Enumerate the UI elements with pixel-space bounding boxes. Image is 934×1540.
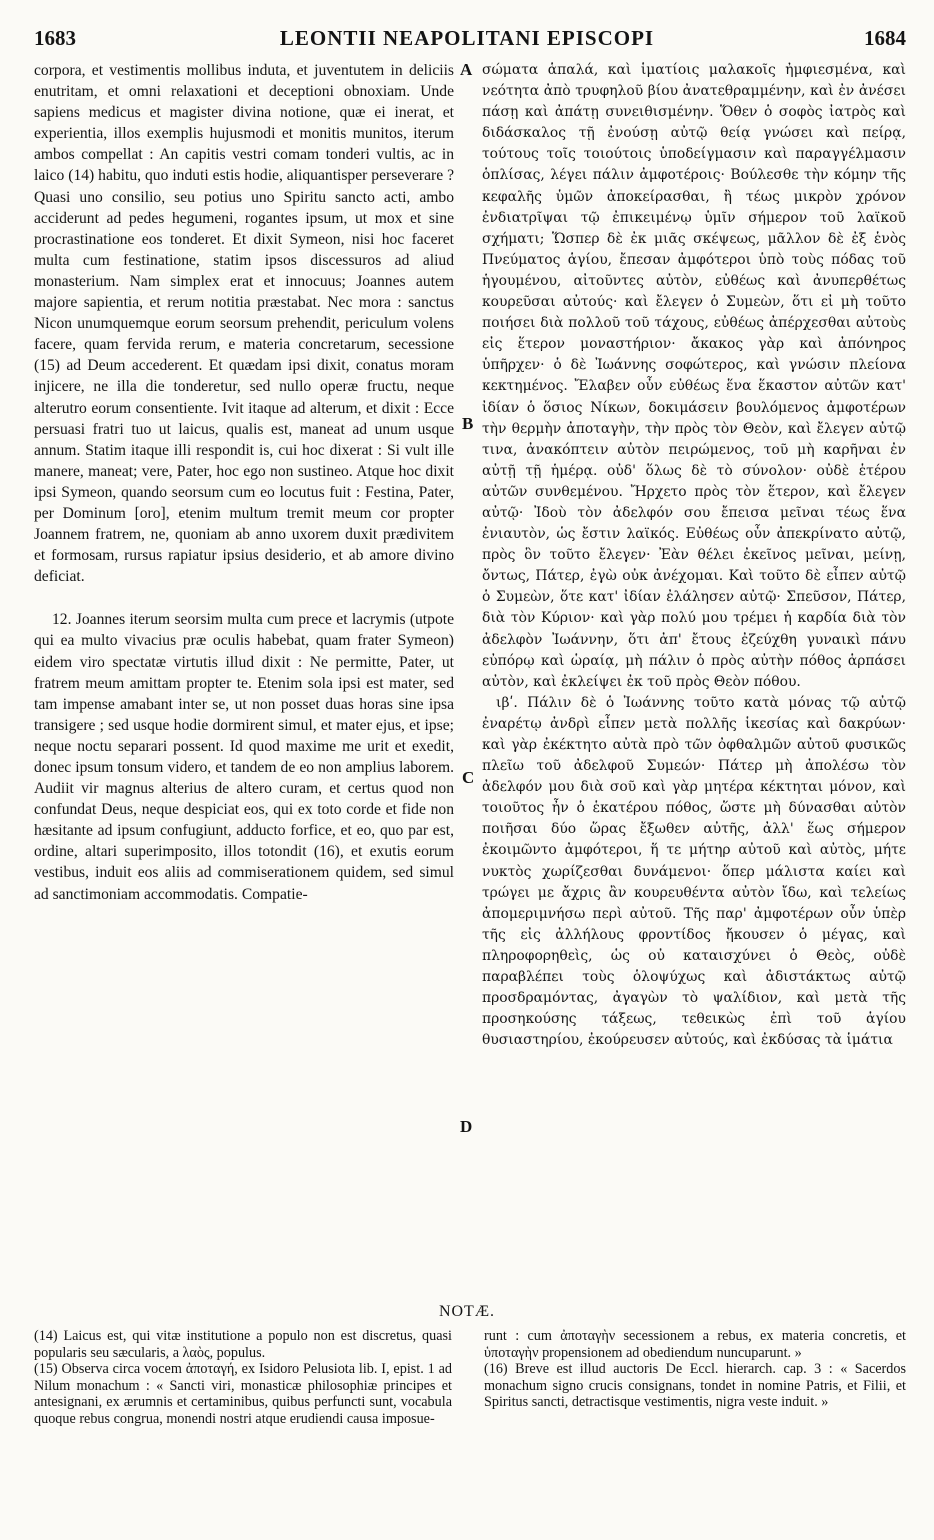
margin-marker-c: C — [462, 768, 475, 787]
margin-marker-a: A — [460, 60, 473, 79]
greek-column — [482, 60, 906, 1051]
margin-marker-d: D — [460, 1117, 473, 1136]
notes-left-text: (14) Laicus est, qui vitæ institutione a populo non est discretus, quasi popularis seu sæcularis, a λαὸς, populus. (15) Observa circa vocem ἀποταγή, ex Isidoro Pelusiota lib. I, epist. 1 ad Nilum monachum : « Sancti viri, monasticæ philosophiæ principes et antesignani, ex ærumnis et certaminibus, quibus perfuncti sunt, vocabula quoque rebus congrua, monendi nostri atque erudiendi causa imposue- — [34, 1328, 452, 1427]
notes-left-column — [34, 1328, 452, 1428]
latin-column — [34, 60, 454, 905]
notes-right-text: runt : cum ἀποταγὴν secessionem a rebus, ex materia concretis, et ὑποταγὴν propensionem ad obediendum nuncuparunt. » (16) Breve est illud auctoris De Eccl. hierarch. cap. 3 : « Sacerdos monachum signo crucis consignans, tondet in nomine Patris, et Filii, et Spiritus sancti, detractisque vestimentis, nigra veste induit. » — [484, 1328, 906, 1411]
greek-paragraph-1: σώματα ἁπαλά, καὶ ἱματίοις μαλακοῖς ἠμφιεσμένα, καὶ νεότητα ἀπὸ τρυφηλοῦ βίου ἀνατεθραμμένην, καὶ ἐν ἀνέσει πάσῃ καὶ ἀπάτῃ συνειθισμένην. Ὅθεν ὁ σοφὸς ἰατρὸς καὶ διδάσκαλος τῇ ἐνούσῃ αὐτῷ θείᾳ γνώσει καὶ πείρᾳ, τούτους τοῖς τοιούτοις ὑποδείγμασιν καὶ παραγγέλμασιν ὁπλίσας, λέγει πάλιν ἀμφοτέροις· Βούλεσθε τὴν κόμην τῆς κεφαλῆς ὑμῶν ἀποκείρασθαι, ἢ τέως μικρὸν χρόνον ἐνδιατρῖψαι τῷ ἐπικειμένῳ ὑμῖν σήμερον τοῦ λαϊκοῦ σχήματι; Ὥσπερ δὲ ἐκ μιᾶς σκέψεως, μᾶλλον δὲ ἐξ ἑνὸς Πνεύματος ἁγίου, ἔπεσαν ἀμφότεροι ὑπὸ τοὺς πόδας τοῦ ἡγουμένου, αἰτοῦντες αὐτὸν, εὐθέως καὶ ἀνυπερθέτως κουρεῦσαι αὐτούς· καὶ ἔλεγεν ὁ Συμεὼν, ὅτι εἰ μὴ τοῦτο ποιήσει διὰ πολλοῦ τοῦ τάχους, εὐθέως ἀπέρχεσθαι αὐτοὺς εἰς ἕτερον μοναστήριον· ἄκακος γὰρ καὶ ἀπόνηρος ὑπῆρχεν· ὁ δὲ Ἰωάννης σοφώτερος, καὶ γνώσιν πλείονα κεκτημένος. Ἔλαβεν οὖν εὐθέως ἕνα ἕκαστον αὐτῶν κατ' ἰδίαν ὁ ὅσιος Νίκων, δοκιμάσειν βουλόμενος ἀμφοτέρων τὴν θερμὴν ἀποταγὴν, τὴν πρὸς τὸν Θεὸν, καὶ ἔλεγεν αὐτῷ τινα, ἀνακόπτειν αὐτὸν πειρώμενος, τοῦ μὴ καρῆναι ἐν αὐτῇ τῇ ἡμέρᾳ. οὐδ' ὅλως δὲ τὸ σύνολον· οὐδὲ ἑτέρου αὐτῶν συνθεμένου. Ἤρχετο πρὸς τὸν ἕτερον, καὶ ἔλεγεν αὐτῷ· Ἰδοὺ τὸν ἀδελφόν σου ἔπεισα μεῖναι τέως ἕνα ἐνιαυτὸν, ὡς ἔστιν λαϊκός. Εὐθέως οὖν ἀπεκρίνατο αὐτῷ, πρὸς ὃν τοῦτο ἔλεγεν· Ἐὰν θέλει ἐκεῖνος μεῖναι, μείνῃ, ὄντως, Πάτερ, ἐγὼ οὐκ ἀνέχομαι. Καὶ τοῦτο δὲ εἶπεν αὐτῷ ὁ Συμεὼν, ὅτε κατ' ἰδίαν ἐλάλησεν αὐτῷ· Σπεῦσον, Πάτερ, διὰ τὸν Κύριον· καὶ γὰρ πολύ μου τρέμει ἡ καρδία διὰ τὸν ἀδελφὸν Ἰωάννην, ὅτι ἀπ' ἔτους ἐζεύχθη γυναικὶ πάνυ εὐπόρῳ καὶ ὡραίᾳ, μὴ πάλιν ὁ πρὸς αὐτὴν πόθος ἁρπάσει αὐτὸν, καὶ ἐκλείψει ἐκ τοῦ πρὸς Θεὸν πόθου. — [482, 62, 906, 690]
greek-paragraph-2: ιβʹ. Πάλιν δὲ ὁ Ἰωάννης τοῦτο κατὰ μόνας τῷ αὐτῷ ἐναρέτῳ ἀνδρὶ εἶπεν μετὰ πολλῆς ἱκεσίας καὶ δακρύων· καὶ γὰρ ἐκέκτητο αὐτὰ πρὸ τῶν ὀφθαλμῶν αὐτοῦ φυσικῶς πλεῖω τοῦ ἀδελφοῦ Συμεών· Πάτερ μὴ ἀπολέσω τὸν ἀδελφόν μου διὰ σοῦ καὶ γὰρ μητέρα κέκτηται μόνον, καὶ τοιοῦτος ἦν ὁ ἑκατέρου πόθος, ὥστε μὴ δύνασθαι αὐτὸν ποιῆσαι δύο ὥρας ἔξωθεν αὐτῆς, ἀλλ' ἕως σήμερον ἐκοιμῶντο ἀμφότεροι, ἥ τε μήτηρ αὐτοῦ καὶ αὐτὸς, μήτε νυκτὸς χωρίζεσθαι δυνάμενοι· ὅπερ μάλιστα καίει καὶ τρώγει με ἄχρις ἂν κουρευθέντα αὐτὸν ἴδω, καὶ τελείως ἀπομεριμνήσω περὶ αὐτοῦ. Τῆς παρ' ἀμφοτέρων οὖν ὑπὲρ τῆς εἰς ἀλλήλους φροντίδος ἤκουσεν ὁ μέγας, καὶ πληροφορηθεὶς, ὡς οὐ καταισχύνει ὁ Θεὸς, οὐδὲ παραβλέπει τοὺς ὁλοψύχως καὶ ἀδιστάκτως αὐτῷ προσδραμόντας, ἀγαγὼν τὸ ψαλίδιον, καὶ μετὰ τῆς προσηκούσης τάξεως, τεθεικὼς ἐπὶ τοῦ ἁγίου θυσιαστηρίου, ἐκούρευσεν αὐτούς, καὶ ἐκδύσας τὰ ἱμάτια — [482, 694, 906, 1049]
notes-right-column — [484, 1328, 906, 1411]
running-title: LEONTII NEAPOLITANI EPISCOPI — [279, 26, 655, 50]
margin-marker-b: B — [462, 414, 474, 433]
latin-paragraph-2: 12. Joannes iterum seorsim multa cum prece et lacrymis (utpote qui ea multo vivacius præ oculis habebat, quam frater Symeon) eidem viro spectatæ virtutis illud dixit : Ne permitte, Pater, ut fratrem meum amittam propter te. Etenim sola ipsi est mater, sed tam impense amabant inter se, ut non posset duas horas sine ipsa transigere ; sed usque hodie dormirent simul, et mater ejus, et ipse; neque noctu separari possent. Id quod maxime me urit et exedit, donec ipsum tonsum videro, et tandem de eo non amplius laborem. Audiit vir magnus alterius de altero curam, et certus quod non confundat Deus, neque despiciat eos, qui ex toto corde et fide non hæsitante ad ipsum confugiunt, adducto forfice, et eo, quo par est, ordine, altari superimposito, illos totondit (16), et exutis eorum vestibus, induit eos aliis ad commiserationem quidem, sed simul ad sanctimoniam accommodatis. Compatie- — [34, 611, 454, 903]
page-number-right: 1684 — [864, 26, 906, 50]
page-header — [28, 26, 906, 56]
latin-paragraph-1: corpora, et vestimentis mollibus induta, et juventutem in deliciis enutritam, et omni relaxationi et deceptioni obnoxiam. Unde sapiens medicus et magister divina notione, quæ ei inerat, et experientia, illos exemplis hujusmodi et monitis munitos, iterum ambos compellat : An capitis vestri comam tonderi vultis, ac in laico (14) habitu, quo induti estis hodie, aliquantisper perseverare ? Quasi uno consilio, seu potius uno Spiritu sancto acti, ambo acciderunt ad pedes hegumeni, rogantes ipsum, ut mox et sine procrastinatione eos tonderet. Et dixit Symeon, nisi hoc faceret multa cum festinatione, statim ipsos discessuros ad aliud monasterium. Nam simplex erat et innocuus; Joannes autem majore sapientia, et rerum notitia præstabat. Nec mora : sanctus Nicon unumquemque eorum seorsum prehendit, periculum volens facere, quam fervida rerum, e materia concretarum, secessione (15) ad Deum accederent. Et quædam ipsi dixit, conatus moram injicere, ne illa die tonderetur, sed nullo operæ fructu, neque alterutro eorum consentiente. Ivit itaque ad alterum, et dixit : Ecce persuasi fratri tuo ut laicus, qualis est, maneat ad unum usque annum. Statim itaque illi respondit is, cui hoc dixerat : Si vult ille manere, maneat; vere, Pater, hoc ego non sustineo. Atque hoc dixit ipsi Symeon, quando seorsum cum eo locutus fuit : Festina, Pater, per Dominum [oro], etenim multum tremit meum cor propter Joannem fratrem, ne, quoniam ab anno uxorem duxit prædivitem et formosam, rursus rapiatur ipsius desiderio, et ab amore divino deficiat. — [34, 62, 454, 586]
notes-heading: NOTÆ. — [438, 1303, 496, 1320]
page-number-left: 1683 — [34, 26, 76, 50]
